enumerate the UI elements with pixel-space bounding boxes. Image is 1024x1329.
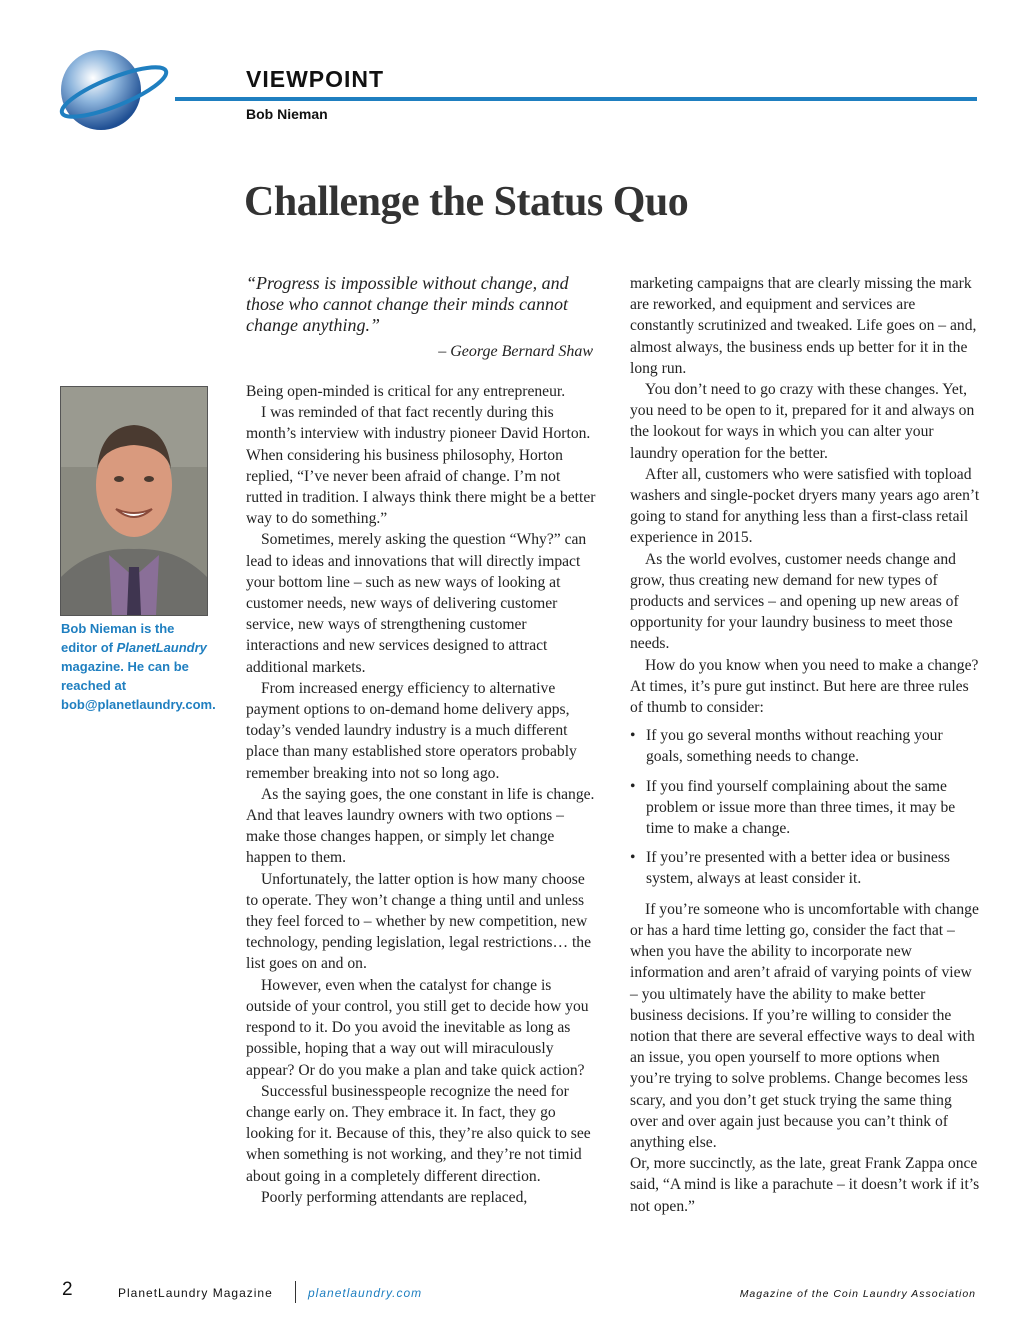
body-paragraph: Sometimes, merely asking the question “Why?” can lead to ideas and innovations that will directly impact your bottom line – such as new ways of looking at customer needs, new ways of delivering customer service, new ways of strengthening customer interactions and new services designed to attract additional markets. [246,531,587,676]
header-rule [175,97,977,101]
footer-association: Magazine of the Coin Laundry Association [739,1288,976,1300]
article-title: Challenge the Status Quo [244,179,689,225]
body-column-right [630,273,982,1217]
bio-line: magazine. He can be [61,659,189,674]
body-paragraph: Or, more succinctly, as the late, great Frank Zappa once said, “A mind is like a parachute – it doesn’t work if it’s not open.” [630,1155,980,1215]
footer-divider [295,1281,296,1303]
body-paragraph: Being open-minded is critical for any entrepreneur. [246,383,566,400]
bio-line: reached at [61,678,127,693]
author-email[interactable]: bob@planetlaundry.com. [61,697,216,712]
body-column-left [246,381,596,1208]
list-item-text: If you find yourself complaining about the same problem or issue more than three times, it may be time to make a change. [646,777,956,838]
bio-text: editor of [61,640,117,655]
pull-quote: “Progress is impossible without change, and those who cannot change their minds cannot change anything.” [246,273,569,335]
header-author: Bob Nieman [246,106,328,122]
body-paragraph: As the world evolves, customer needs change and grow, thus creating new demand for new types of products and services – and opening up new areas of opportunity for your laundry business to meet those needs. [630,550,959,653]
bullet-icon: • [630,727,636,745]
list-item [630,847,982,889]
body-paragraph: As the saying goes, the one constant in life is change. And that leaves laundry owners with two options – make those changes happen, or simply let change happen to them. [246,785,595,867]
author-photo [60,386,208,616]
body-paragraph: However, even when the catalyst for change is outside of your control, you still get to decide how you respond to it. Do you avoid the inevitable as long as possible, hoping that a way out will miraculously appear? Or do you make a plan and take quick action? [246,976,589,1079]
footer-url-link[interactable]: planetlaundry.com [308,1286,423,1300]
quote-attribution: – George Bernard Shaw [438,343,593,360]
body-paragraph: From increased energy efficiency to alternative payment options to on-demand home delivery apps, today’s vended laundry industry is a much different place than many established store operators probably remember breaking into not so long ago. [246,679,577,782]
author-bio [61,619,221,714]
bullet-icon: • [630,777,636,795]
body-paragraph: Successful businesspeople recognize the need for change early on. They embrace it. In fact, they go looking for it. Because of this, they’re also quick to see when something is not working, and they’re not timid about going in a completely different direction. [246,1082,591,1185]
bio-line [61,638,221,657]
body-paragraph: Unfortunately, the latter option is how many choose to operate. They won’t change a thing until and unless they feel forced to – whether by new competition, new technology, pending legislation, legal restrictions… the list goes on and on. [246,870,592,973]
body-paragraph: If you’re someone who is uncomfortable with change or has a hard time letting go, consider the fact that – when you have the ability to incorporate new information and aren’t afraid of varying points of view – you ultimately have the ability to make better business decisions. If you’re willing to consider the notion that there are several effective ways to deal with an issue, you open yourself to more options when you’re trying to solve problems. Change becomes less scary, and you don’t get stuck trying the same thing over and over again just because you can’t think of anything else. [630,900,979,1151]
bio-line: Bob Nieman is the [61,621,175,636]
magazine-name: PlanetLaundry [116,640,207,655]
body-paragraph: I was reminded of that fact recently during this month’s interview with industry pioneer David Horton. When considering his business philosophy, Horton replied, “I’ve never been afraid of change. I’m not rutted in tradition. I always think there might be a better way to do something.” [246,404,596,528]
section-title: VIEWPOINT [246,66,385,92]
rules-list [630,725,982,889]
body-paragraph: After all, customers who were satisfied with topload washers and single-pocket dryers many years ago aren’t going to stand for anything less than a first-class retail experience in 2015. [630,465,980,547]
bullet-icon: • [630,849,636,867]
body-paragraph: marketing campaigns that are clearly missing the mark are reworked, and equipment and services are constantly scrutinized and tweaked. Life goes on – and, almost always, the business ends up better for it in the long run. [630,275,977,377]
list-item [630,725,982,767]
list-item [630,776,982,840]
list-item-text: If you’re presented with a better idea or business system, always at least consider it. [646,849,950,888]
footer-magazine: PlanetLaundry Magazine [118,1286,273,1300]
body-paragraph: Poorly performing attendants are replaced, [261,1188,528,1206]
list-item-text: If you go several months without reaching your goals, something needs to change. [646,727,943,766]
body-paragraph: How do you know when you need to make a change? At times, it’s pure gut instinct. But here are three rules of thumb to consider: [630,656,979,717]
page-number: 2 [62,1279,73,1300]
body-paragraph: You don’t need to go crazy with these changes. Yet, you need to be open to it, prepared for it and always on the lookout for ways in which you can alter your laundry operation for the better. [630,381,975,462]
planet-logo-icon [56,44,176,140]
